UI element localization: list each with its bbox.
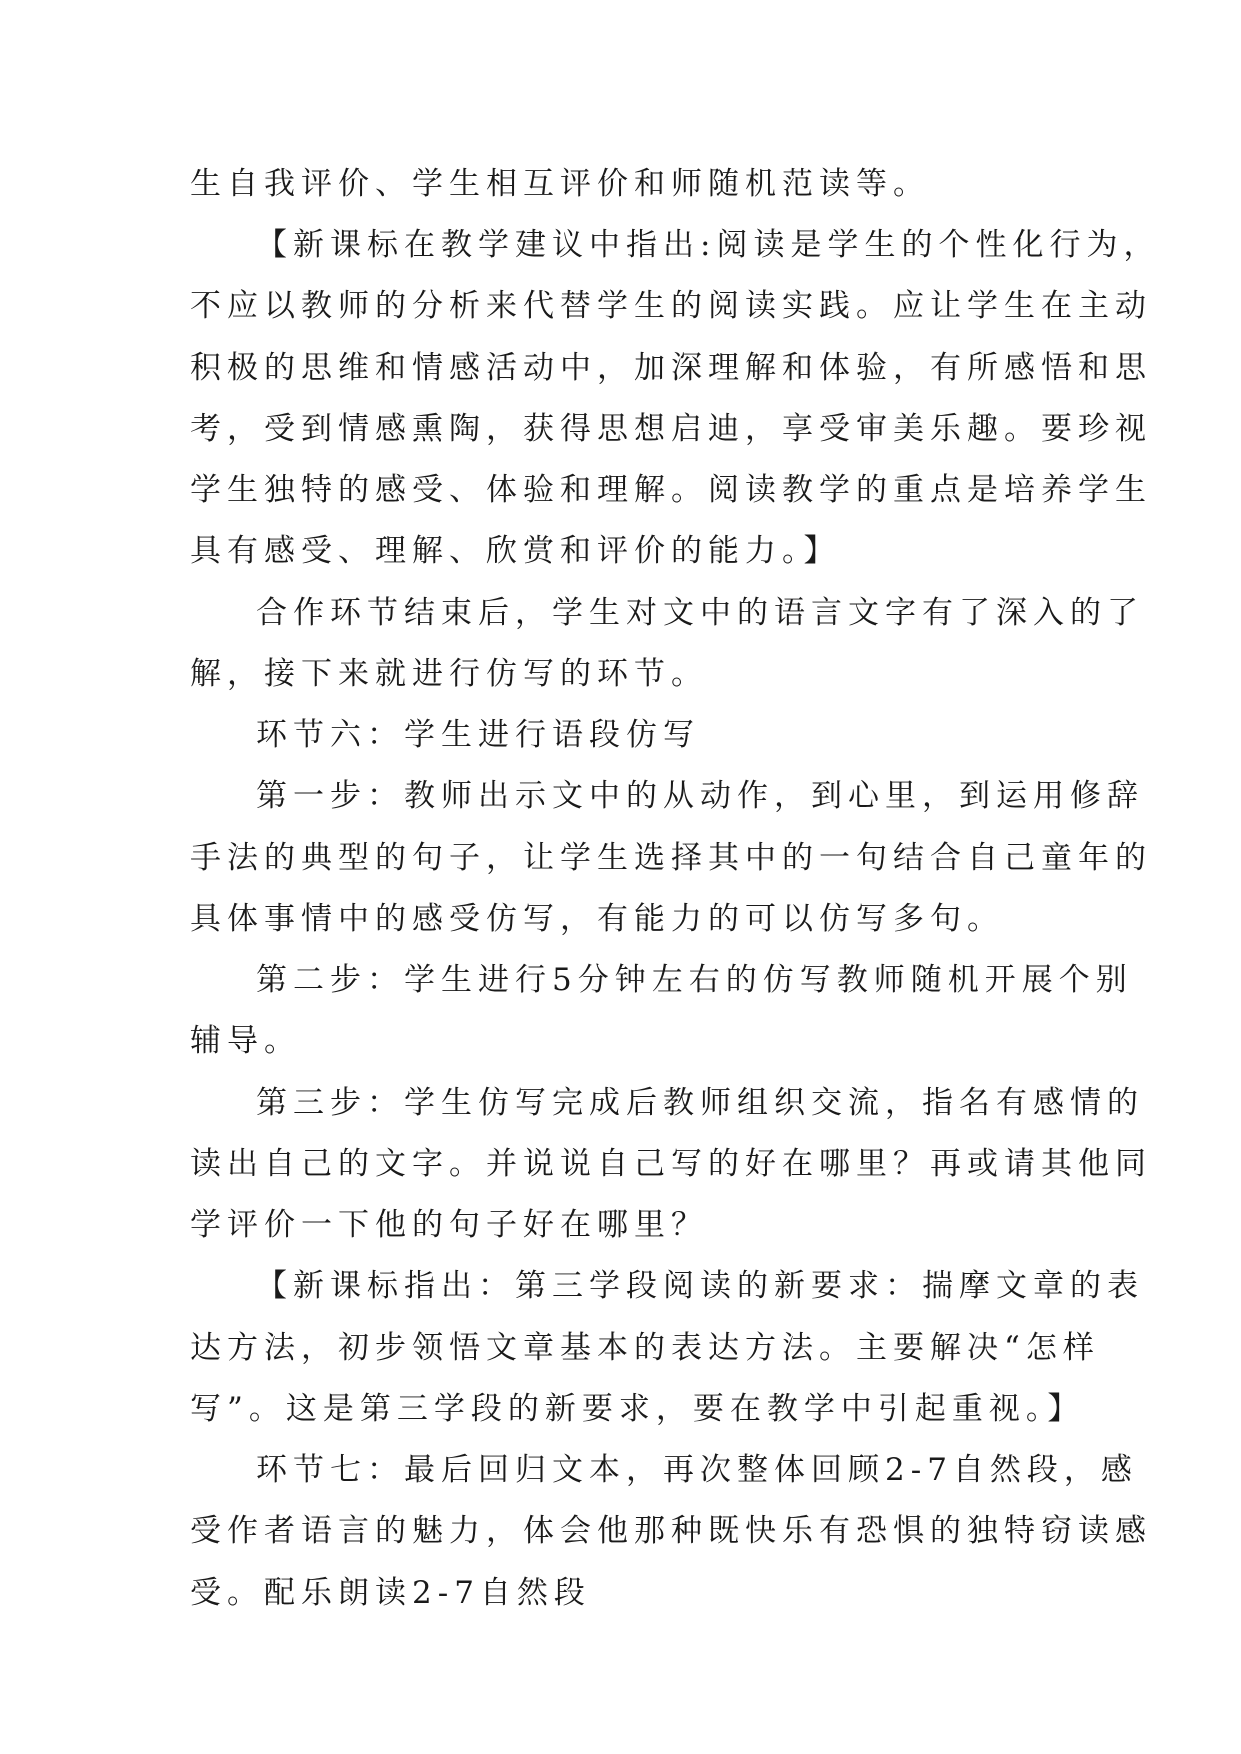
text-line: 解，接下来就进行仿写的环节。 — [190, 656, 708, 692]
text-line: 【新课标指出：第三学段阅读的新要求：揣摩文章的表 — [256, 1268, 1144, 1304]
text-line: 环节七：最后回归文本，再次整体回顾2-7自然段，感 — [256, 1452, 1138, 1488]
text-line: 第二步：学生进行5分钟左右的仿写教师随机开展个别 — [256, 962, 1133, 998]
text-line: 具体事情中的感受仿写，有能力的可以仿写多句。 — [190, 901, 1004, 937]
text-line: 生自我评价、学生相互评价和师随机范读等。 — [190, 166, 930, 202]
text-line: 考，受到情感熏陶，获得思想启迪，享受审美乐趣。要珍视 — [190, 411, 1152, 447]
text-line: 不应以教师的分析来代替学生的阅读实践。应让学生在主动 — [190, 288, 1152, 324]
text-line: 手法的典型的句子，让学生选择其中的一句结合自己童年的 — [190, 840, 1152, 876]
text-line: 第一步：教师出示文中的从动作，到心里，到运用修辞 — [256, 778, 1144, 814]
text-line: 受。配乐朗读2-7自然段 — [190, 1575, 591, 1611]
text-line: 达方法，初步领悟文章基本的表达方法。主要解决“怎样 — [190, 1330, 1100, 1366]
text-line: 学评价一下他的句子好在哪里？ — [190, 1207, 708, 1243]
text-line: 积极的思维和情感活动中，加深理解和体验，有所感悟和思 — [190, 350, 1152, 386]
text-line: 环节六：学生进行语段仿写 — [256, 717, 700, 753]
text-line: 写”。这是第三学段的新要求，要在教学中引起重视。】 — [190, 1391, 1085, 1427]
text-line: 具有感受、理解、欣赏和评价的能力。】 — [190, 533, 841, 569]
text-line: 受作者语言的魅力，体会他那种既快乐有恐惧的独特窃读感 — [190, 1513, 1152, 1549]
text-line: 辅导。 — [190, 1023, 301, 1059]
text-line: 读出自己的文字。并说说自己写的好在哪里？再或请其他同 — [190, 1146, 1152, 1182]
text-line: 合作环节结束后，学生对文中的语言文字有了深入的了 — [256, 595, 1144, 631]
text-line: 第三步：学生仿写完成后教师组织交流，指名有感情的 — [256, 1085, 1144, 1121]
text-line: 学生独特的感受、体验和理解。阅读教学的重点是培养学生 — [190, 472, 1152, 508]
text-line: 【新课标在教学建议中指出:阅读是学生的个性化行为， — [256, 227, 1161, 263]
